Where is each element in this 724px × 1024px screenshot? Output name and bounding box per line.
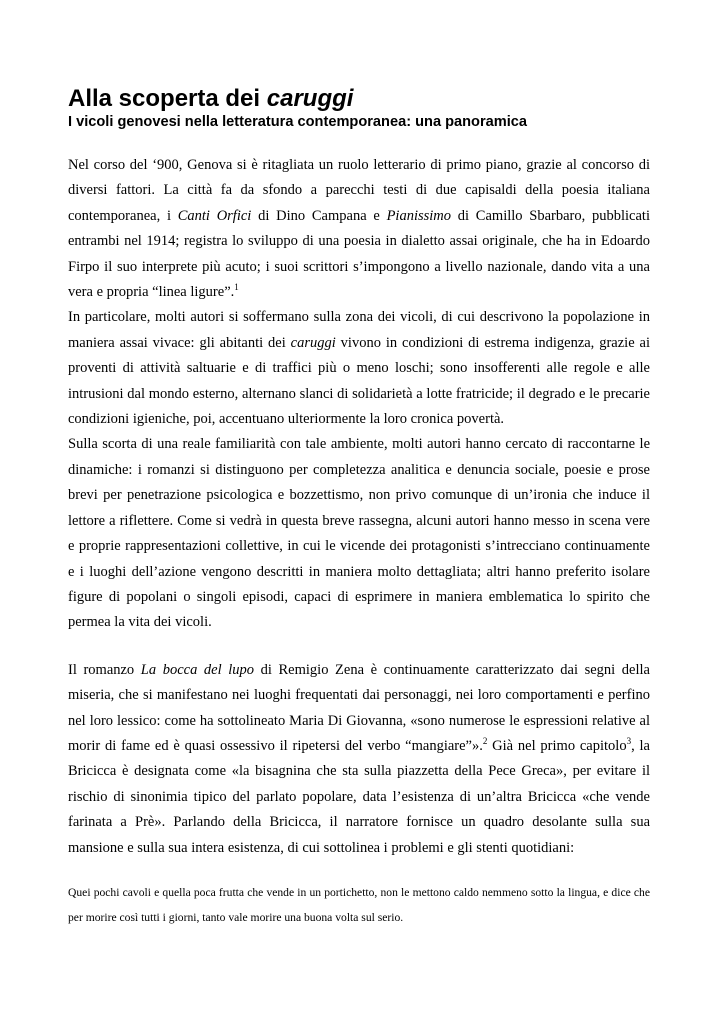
text-run: di Remigio Zena è continuamente caratterizzato dai segni della miseria, che si manifestano nei luoghi frequentati dai personaggi, nei loro comportamenti e perfino nel loro lessico: come ha sottolineato Maria Di Giovanna, «sono numerose le espressioni relative al morir di fame ed è quasi ossessivo il ripetersi del verbo “mangiare”». <box>68 661 650 754</box>
footnote-ref-3[interactable]: 3 <box>626 736 632 747</box>
spacer <box>68 636 650 658</box>
italic-title-pianissimo: Pianissimo <box>386 207 452 224</box>
text-run: Il romanzo <box>68 661 141 678</box>
text-run: , la Bricicca è designata come «la bisagnina che sta sulla piazzetta della Pece Greca», per evitare il rischio di sinonimia tipico del parlato popolare, data l’esistenza di un’altra Bricicca «che vende farinata a Prè». Parlando della Bricicca, il narratore fornisce un quadro desolante sulla sua mansione e sulla sua intera esistenza, di cui sottolinea i problemi e gli stenti quotidiani: <box>68 737 650 856</box>
paragraph-vicoli <box>68 305 650 432</box>
paragraph-intro <box>68 153 650 305</box>
title-italic-text: caruggi <box>266 85 354 112</box>
document-title <box>68 85 650 113</box>
paragraph-familiarita: Sulla scorta di una reale familiarità con tale ambiente, molti autori hanno cercato di raccontarne le dinamiche: i romanzi si distinguono per completezza analitica e denuncia sociale, poesie e prose brevi per penetrazione psicologica e bozzettismo, non privo comunque di un’ironia che induce il lettore a riflettere. Come si vedrà in questa breve rassegna, alcuni autori hanno messo in scena vere e proprie rappresentazioni collettive, in cui le vicende dei protagonisti s’intrecciano continuamente e i luoghi dell’azione vengono descritti in maniera molto dettagliata; altri hanno preferito isolare figure di popolani o singoli episodi, capaci di esprimere in maniera emblematica lo spirito che permea la vita dei vicoli. <box>68 436 650 631</box>
title-text: Alla scoperta dei <box>68 85 267 112</box>
footnote-ref-2[interactable]: 2 <box>482 736 488 747</box>
block-quote: Quei pochi cavoli e quella poca frutta che vende in un portichetto, non le mettono caldo nemmeno sotto la lingua, e dice che per morire così tutti i giorni, tanto vale morire una buona volta sul serio. <box>68 885 650 924</box>
italic-title-bocca-del-lupo: La bocca del lupo <box>140 661 255 678</box>
document-subtitle: I vicoli genovesi nella letteratura contemporanea: una panoramica <box>68 114 528 130</box>
spacer <box>68 131 650 153</box>
text-run: di Dino Campana e <box>251 207 387 224</box>
text-run: di Camillo Sbarbaro, pubblicati entrambi nel 1914; registra lo sviluppo di una poesia in dialetto assai originale, che ha in Edoardo Firpo il suo interprete più acuto; i suoi scrittori s’impongono a livello nazionale, dando vita a una vera e propria “linea ligure”. <box>68 207 650 301</box>
text-run: Nel corso del ‘900, Genova si è ritagliata un ruolo letterario di primo piano, grazie al concorso di diversi fattori. La città fa da sfondo a parecchi testi di due capisaldi della poesia italiana contemporanea, i <box>68 157 650 224</box>
document-page <box>68 85 650 930</box>
text-run: In particolare, molti autori si soffermano sulla zona dei vicoli, di cui descrivono la popolazione in maniera assai vivace: gli abitanti dei <box>68 309 650 351</box>
italic-word-caruggi: caruggi <box>290 334 336 351</box>
spacer <box>68 861 650 880</box>
text-run: vivono in condizioni di estrema indigenza, grazie ai proventi di attività saltuarie e di traffici più o meno loschi; sono insofferenti alle regole e alle intrusioni dal mondo esterno, alternano slanci di solidarietà a lotte fratricide; il degrado e le precarie condizioni igieniche, poi, accentuano ulteriormente la loro cronica povertà. <box>68 334 650 428</box>
italic-title-canti-orfici: Canti Orfici <box>177 207 252 224</box>
footnote-ref-1[interactable]: 1 <box>234 282 239 293</box>
text-run: Già nel primo capitolo <box>487 737 627 754</box>
paragraph-bocca-del-lupo <box>68 658 650 861</box>
